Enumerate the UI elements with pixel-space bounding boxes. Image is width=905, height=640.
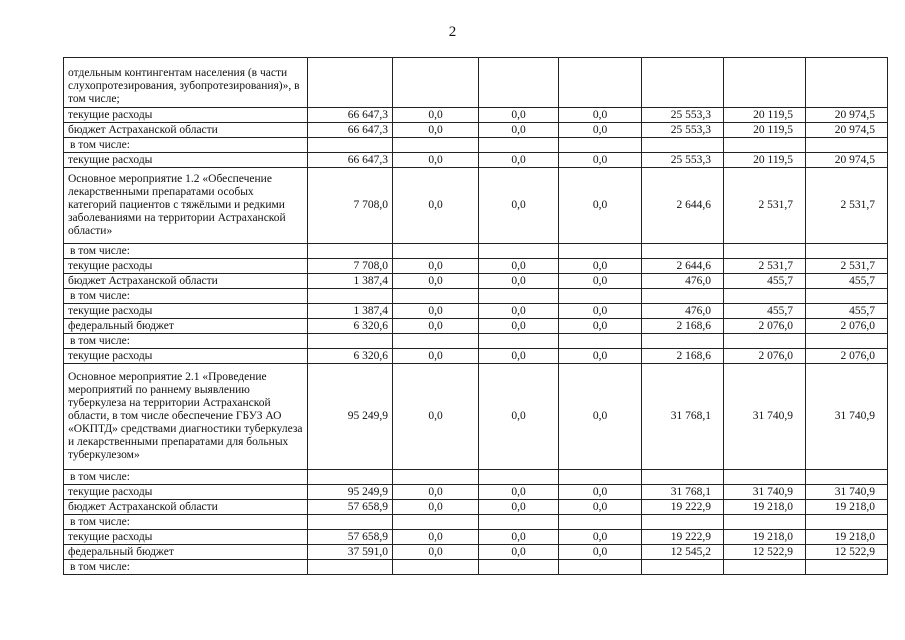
cell-col-4 (559, 515, 642, 530)
cell-col-3: 0,0 (479, 530, 559, 545)
cell-col-6: 2 076,0 (724, 319, 806, 334)
cell-col-5: 476,0 (642, 304, 724, 319)
cell-col-3: 0,0 (479, 274, 559, 289)
cell-col-4: 0,0 (559, 304, 642, 319)
cell-col-5 (642, 334, 724, 349)
cell-col-2: 0,0 (393, 153, 479, 168)
row-label: в том числе: (64, 334, 308, 349)
cell-col-6 (724, 560, 806, 575)
cell-col-3: 0,0 (479, 153, 559, 168)
table-row (64, 545, 888, 560)
cell-col-2 (393, 244, 479, 259)
cell-col-5 (642, 58, 724, 108)
row-label: Основное мероприятие 1.2 «Обеспечение лекарственными препаратами особых категорий пациентов с тяжёлыми и редкими заболеваниями на территории Астраханской области» (64, 168, 308, 244)
cell-col-3: 0,0 (479, 259, 559, 274)
cell-col-3: 0,0 (479, 319, 559, 334)
cell-col-1: 66 647,3 (308, 123, 393, 138)
cell-col-4 (559, 334, 642, 349)
row-label: текущие расходы (64, 304, 308, 319)
cell-col-4 (559, 138, 642, 153)
cell-col-6 (724, 470, 806, 485)
cell-col-1 (308, 470, 393, 485)
cell-col-5 (642, 515, 724, 530)
cell-col-1: 95 249,9 (308, 485, 393, 500)
row-label: отдельным контингентам населения (в части слухопротезирования, зубопротезирования)», в том числе; (64, 58, 308, 108)
table-row (64, 304, 888, 319)
cell-col-6: 31 740,9 (724, 485, 806, 500)
cell-col-5: 25 553,3 (642, 153, 724, 168)
cell-col-1: 57 658,9 (308, 500, 393, 515)
cell-col-3 (479, 138, 559, 153)
cell-col-4: 0,0 (559, 545, 642, 560)
cell-col-2: 0,0 (393, 274, 479, 289)
cell-col-5: 12 545,2 (642, 545, 724, 560)
cell-col-1 (308, 515, 393, 530)
row-label: текущие расходы (64, 108, 308, 123)
cell-col-4: 0,0 (559, 274, 642, 289)
cell-col-7: 2 531,7 (806, 168, 888, 244)
row-label: текущие расходы (64, 530, 308, 545)
cell-col-6: 2 076,0 (724, 349, 806, 364)
cell-col-6: 2 531,7 (724, 259, 806, 274)
table-row (64, 500, 888, 515)
cell-col-3: 0,0 (479, 545, 559, 560)
cell-col-7 (806, 515, 888, 530)
cell-col-2: 0,0 (393, 485, 479, 500)
cell-col-3 (479, 560, 559, 575)
cell-col-1: 6 320,6 (308, 349, 393, 364)
cell-col-7 (806, 334, 888, 349)
cell-col-3: 0,0 (479, 364, 559, 470)
cell-col-1 (308, 58, 393, 108)
cell-col-7: 19 218,0 (806, 500, 888, 515)
cell-col-2 (393, 560, 479, 575)
cell-col-2 (393, 289, 479, 304)
cell-col-1: 7 708,0 (308, 259, 393, 274)
cell-col-6: 19 218,0 (724, 530, 806, 545)
cell-col-5: 25 553,3 (642, 123, 724, 138)
cell-col-7 (806, 560, 888, 575)
table-row (64, 274, 888, 289)
cell-col-7: 2 531,7 (806, 259, 888, 274)
cell-col-4: 0,0 (559, 530, 642, 545)
table-row (64, 530, 888, 545)
cell-col-6: 20 119,5 (724, 123, 806, 138)
cell-col-2: 0,0 (393, 349, 479, 364)
cell-col-4 (559, 58, 642, 108)
cell-col-3 (479, 58, 559, 108)
table-row (64, 319, 888, 334)
cell-col-2: 0,0 (393, 530, 479, 545)
cell-col-6: 19 218,0 (724, 500, 806, 515)
cell-col-2: 0,0 (393, 123, 479, 138)
cell-col-2: 0,0 (393, 304, 479, 319)
cell-col-1: 37 591,0 (308, 545, 393, 560)
cell-col-1: 57 658,9 (308, 530, 393, 545)
table-row (64, 168, 888, 244)
cell-col-4: 0,0 (559, 500, 642, 515)
cell-col-6: 31 740,9 (724, 364, 806, 470)
cell-col-7: 2 076,0 (806, 319, 888, 334)
row-label: в том числе: (64, 470, 308, 485)
cell-col-5: 31 768,1 (642, 364, 724, 470)
cell-col-1 (308, 289, 393, 304)
cell-col-2 (393, 58, 479, 108)
cell-col-6 (724, 515, 806, 530)
cell-col-1 (308, 334, 393, 349)
row-label: бюджет Астраханской области (64, 500, 308, 515)
page-number: 2 (448, 24, 457, 40)
table-row (64, 58, 888, 108)
cell-col-1: 6 320,6 (308, 319, 393, 334)
cell-col-5 (642, 244, 724, 259)
cell-col-2: 0,0 (393, 545, 479, 560)
cell-col-6 (724, 334, 806, 349)
cell-col-5: 19 222,9 (642, 500, 724, 515)
row-label: федеральный бюджет (64, 319, 308, 334)
budget-table (63, 57, 888, 575)
cell-col-4: 0,0 (559, 168, 642, 244)
cell-col-6: 20 119,5 (724, 153, 806, 168)
cell-col-7: 12 522,9 (806, 545, 888, 560)
cell-col-7: 455,7 (806, 274, 888, 289)
cell-col-7 (806, 138, 888, 153)
cell-col-3: 0,0 (479, 500, 559, 515)
row-label: текущие расходы (64, 349, 308, 364)
cell-col-5: 2 168,6 (642, 349, 724, 364)
cell-col-5 (642, 470, 724, 485)
cell-col-5: 476,0 (642, 274, 724, 289)
row-label: бюджет Астраханской области (64, 274, 308, 289)
cell-col-2: 0,0 (393, 500, 479, 515)
table-row (64, 515, 888, 530)
cell-col-2 (393, 515, 479, 530)
cell-col-3 (479, 515, 559, 530)
cell-col-1: 66 647,3 (308, 108, 393, 123)
cell-col-7: 20 974,5 (806, 108, 888, 123)
cell-col-6 (724, 138, 806, 153)
row-label: бюджет Астраханской области (64, 123, 308, 138)
cell-col-4: 0,0 (559, 319, 642, 334)
row-label: в том числе: (64, 560, 308, 575)
cell-col-2 (393, 470, 479, 485)
cell-col-7: 455,7 (806, 304, 888, 319)
cell-col-7 (806, 58, 888, 108)
cell-col-1 (308, 244, 393, 259)
table-row (64, 334, 888, 349)
cell-col-2: 0,0 (393, 364, 479, 470)
row-label: в том числе: (64, 138, 308, 153)
row-label: текущие расходы (64, 485, 308, 500)
cell-col-1: 95 249,9 (308, 364, 393, 470)
cell-col-4: 0,0 (559, 349, 642, 364)
cell-col-3 (479, 289, 559, 304)
cell-col-4: 0,0 (559, 485, 642, 500)
cell-col-7: 20 974,5 (806, 123, 888, 138)
cell-col-7 (806, 244, 888, 259)
cell-col-6 (724, 58, 806, 108)
cell-col-6 (724, 244, 806, 259)
cell-col-7: 20 974,5 (806, 153, 888, 168)
cell-col-2 (393, 334, 479, 349)
cell-col-5: 2 168,6 (642, 319, 724, 334)
cell-col-1 (308, 138, 393, 153)
cell-col-4: 0,0 (559, 364, 642, 470)
cell-col-4 (559, 560, 642, 575)
cell-col-6 (724, 289, 806, 304)
cell-col-6: 455,7 (724, 274, 806, 289)
cell-col-6: 455,7 (724, 304, 806, 319)
cell-col-3 (479, 334, 559, 349)
cell-col-4: 0,0 (559, 123, 642, 138)
row-label: в том числе: (64, 244, 308, 259)
table-row (64, 153, 888, 168)
table-row (64, 259, 888, 274)
cell-col-6: 2 531,7 (724, 168, 806, 244)
cell-col-1 (308, 560, 393, 575)
table-row (64, 108, 888, 123)
cell-col-7: 31 740,9 (806, 364, 888, 470)
cell-col-2: 0,0 (393, 108, 479, 123)
cell-col-4: 0,0 (559, 259, 642, 274)
cell-col-3: 0,0 (479, 349, 559, 364)
cell-col-7: 2 076,0 (806, 349, 888, 364)
cell-col-6: 20 119,5 (724, 108, 806, 123)
table-row (64, 349, 888, 364)
row-label: в том числе: (64, 289, 308, 304)
cell-col-5: 2 644,6 (642, 168, 724, 244)
cell-col-2: 0,0 (393, 168, 479, 244)
cell-col-3: 0,0 (479, 485, 559, 500)
cell-col-4 (559, 470, 642, 485)
cell-col-4 (559, 244, 642, 259)
row-label: Основное мероприятие 2.1 «Проведение мероприятий по раннему выявлению туберкулеза на территории Астраханской области, в том числе обеспечение ГБУЗ АО «ОКПТД» средствами диагностики туберкулеза и лекарственными препаратами для больных туберкулезом» (64, 364, 308, 470)
table-row (64, 123, 888, 138)
cell-col-3: 0,0 (479, 108, 559, 123)
cell-col-7 (806, 289, 888, 304)
row-label: федеральный бюджет (64, 545, 308, 560)
cell-col-2: 0,0 (393, 259, 479, 274)
table-row (64, 289, 888, 304)
cell-col-7 (806, 470, 888, 485)
cell-col-3 (479, 470, 559, 485)
table-row (64, 244, 888, 259)
row-label: в том числе: (64, 515, 308, 530)
table-row (64, 364, 888, 470)
cell-col-1: 1 387,4 (308, 274, 393, 289)
cell-col-1: 7 708,0 (308, 168, 393, 244)
cell-col-5: 31 768,1 (642, 485, 724, 500)
cell-col-5 (642, 560, 724, 575)
cell-col-5: 19 222,9 (642, 530, 724, 545)
cell-col-5: 2 644,6 (642, 259, 724, 274)
row-label: текущие расходы (64, 153, 308, 168)
cell-col-7: 19 218,0 (806, 530, 888, 545)
row-label: текущие расходы (64, 259, 308, 274)
table-row (64, 138, 888, 153)
cell-col-2: 0,0 (393, 319, 479, 334)
cell-col-4 (559, 289, 642, 304)
table-body (64, 58, 888, 575)
cell-col-3: 0,0 (479, 123, 559, 138)
table-row (64, 485, 888, 500)
cell-col-3: 0,0 (479, 304, 559, 319)
cell-col-1: 1 387,4 (308, 304, 393, 319)
cell-col-5: 25 553,3 (642, 108, 724, 123)
table-row (64, 470, 888, 485)
cell-col-3 (479, 244, 559, 259)
table-row (64, 560, 888, 575)
cell-col-3: 0,0 (479, 168, 559, 244)
cell-col-7: 31 740,9 (806, 485, 888, 500)
cell-col-4: 0,0 (559, 153, 642, 168)
cell-col-5 (642, 138, 724, 153)
cell-col-1: 66 647,3 (308, 153, 393, 168)
cell-col-2 (393, 138, 479, 153)
cell-col-4: 0,0 (559, 108, 642, 123)
cell-col-6: 12 522,9 (724, 545, 806, 560)
cell-col-5 (642, 289, 724, 304)
